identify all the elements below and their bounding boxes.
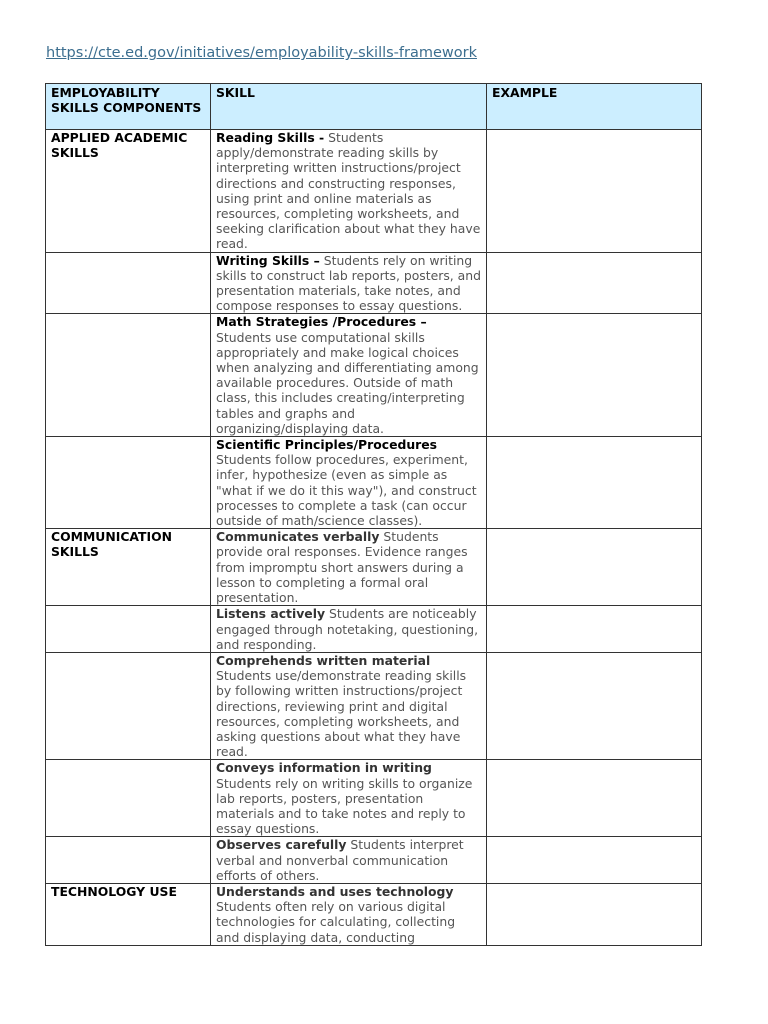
table-row bbox=[46, 252, 702, 314]
component-cell: COMMUNICATION SKILLS bbox=[46, 529, 211, 606]
skill-description: Students interpret verbal and nonverbal communication efforts of others. bbox=[216, 837, 464, 883]
framework-url-link[interactable]: https://cte.ed.gov/initiatives/employability-skills-framework bbox=[46, 45, 477, 61]
skill-name: Reading Skills - bbox=[216, 130, 325, 145]
skill-name: Observes carefully bbox=[216, 837, 347, 853]
skill-cell bbox=[211, 437, 487, 529]
table-header-row bbox=[46, 84, 702, 130]
example-cell[interactable] bbox=[487, 529, 702, 606]
example-cell[interactable] bbox=[487, 883, 702, 945]
component-cell bbox=[46, 252, 211, 314]
header-example: EXAMPLE bbox=[487, 84, 702, 130]
skill-description: Students follow procedures, experiment, infer, hypothesize (even as simple as "what if we do it this way"), and construct processes to complete a task (can occur outside of math/science classes). bbox=[216, 452, 477, 529]
skill-cell bbox=[211, 883, 487, 945]
skill-cell bbox=[211, 652, 487, 759]
skill-name: Conveys information in writing bbox=[216, 760, 432, 776]
skill-description: Students are noticeably engaged through notetaking, questioning, and responding. bbox=[216, 606, 479, 652]
table-row bbox=[46, 130, 702, 253]
component-cell bbox=[46, 837, 211, 884]
component-cell bbox=[46, 314, 211, 437]
table-row bbox=[46, 883, 702, 945]
skill-name: Math Strategies /Procedures – bbox=[216, 314, 427, 330]
table-row bbox=[46, 837, 702, 884]
employability-skills-table bbox=[45, 83, 702, 946]
skill-description: Students rely on writing skills to construct lab reports, posters, and presentation materials, take notes, and compose responses to essay questions. bbox=[216, 252, 481, 314]
example-cell[interactable] bbox=[487, 652, 702, 759]
table-row bbox=[46, 606, 702, 653]
table-row bbox=[46, 314, 702, 437]
component-cell bbox=[46, 606, 211, 653]
skill-cell bbox=[211, 606, 487, 653]
skill-name: Comprehends written material bbox=[216, 652, 431, 668]
skill-cell bbox=[211, 314, 487, 437]
component-cell bbox=[46, 760, 211, 837]
skill-description: Students use computational skills appropriately and make logical choices when analyzing and differentiating among available procedures. Outside of math class, this includes creating/interpreting tables and graphs and organizing/displaying data. bbox=[216, 329, 479, 436]
example-cell[interactable] bbox=[487, 252, 702, 314]
skill-cell bbox=[211, 130, 487, 253]
component-cell: TECHNOLOGY USE bbox=[46, 883, 211, 945]
component-cell: APPLIED ACADEMIC SKILLS bbox=[46, 130, 211, 253]
skill-cell bbox=[211, 837, 487, 884]
skill-name: Writing Skills – bbox=[216, 252, 320, 268]
skill-name: Understands and uses technology bbox=[216, 883, 454, 899]
table-row bbox=[46, 760, 702, 837]
skill-cell bbox=[211, 760, 487, 837]
component-cell bbox=[46, 437, 211, 529]
example-cell[interactable] bbox=[487, 760, 702, 837]
skill-cell bbox=[211, 252, 487, 314]
skill-description: Students use/demonstrate reading skills by following written instructions/project directions, reviewing print and digital resources, completing worksheets, and asking questions about what they have read. bbox=[216, 668, 467, 760]
header-components: EMPLOYABILITY SKILLS COMPONENTS bbox=[46, 84, 211, 130]
component-cell bbox=[46, 652, 211, 759]
skill-description: Students apply/demonstrate reading skills by interpreting written instructions/project directions and constructing responses, using print and online materials as resources, completing worksheets, and seeking clarification about what they have read. bbox=[216, 130, 481, 252]
table-row bbox=[46, 529, 702, 606]
example-cell[interactable] bbox=[487, 437, 702, 529]
skill-description: Students rely on writing skills to organize lab reports, posters, presentation materials and to take notes and reply to essay questions. bbox=[216, 775, 473, 837]
table-row bbox=[46, 652, 702, 759]
skill-name: Listens actively bbox=[216, 606, 326, 622]
example-cell[interactable] bbox=[487, 837, 702, 884]
header-skill: SKILL bbox=[211, 84, 487, 130]
table-row bbox=[46, 437, 702, 529]
skill-description: Students often rely on various digital technologies for calculating, collecting and displaying data, conducting bbox=[216, 899, 456, 945]
example-cell[interactable] bbox=[487, 130, 702, 253]
example-cell[interactable] bbox=[487, 314, 702, 437]
skill-description: Students provide oral responses. Evidence ranges from impromptu short answers during a lesson to completing a formal oral presentation. bbox=[216, 529, 468, 606]
skill-name: Scientific Principles/Procedures bbox=[216, 437, 438, 453]
example-cell[interactable] bbox=[487, 606, 702, 653]
skill-cell bbox=[211, 529, 487, 606]
skill-name: Communicates verbally bbox=[216, 529, 380, 545]
